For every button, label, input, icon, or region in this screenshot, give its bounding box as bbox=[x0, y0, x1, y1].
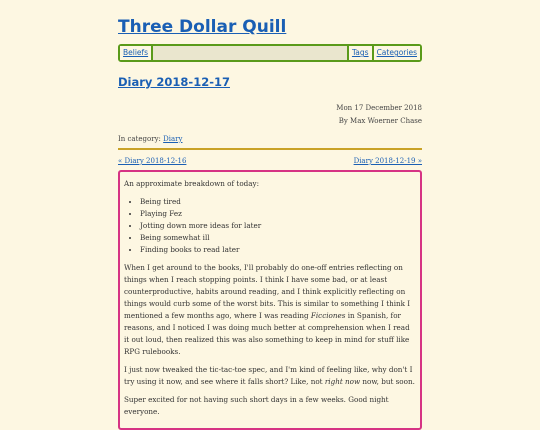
text-span: now, but soon. bbox=[360, 377, 415, 386]
post-title-link[interactable]: Diary 2018-12-17 bbox=[118, 75, 230, 89]
nav-categories-link[interactable]: Categories bbox=[374, 46, 420, 60]
category-prefix: In category: bbox=[118, 135, 164, 143]
post-content bbox=[118, 170, 422, 430]
nav-bar bbox=[118, 44, 422, 62]
nav-separator bbox=[151, 46, 153, 60]
post-author: By Max Woerner Chase bbox=[338, 117, 422, 125]
book-title: Ficciones bbox=[310, 311, 346, 320]
list-item: • Being somewhat ill bbox=[140, 232, 416, 244]
intro-paragraph: An approximate breakdown of today: bbox=[124, 179, 260, 188]
post-category bbox=[118, 133, 422, 145]
list-item: • Being tired bbox=[140, 196, 416, 208]
list-item: • Jotting down more ideas for later bbox=[140, 220, 416, 232]
post-pager bbox=[118, 156, 422, 166]
list-item: • Playing Fez bbox=[140, 208, 416, 220]
text-span: I just now tweaked the tic-tac-toe spec, and I'm kind of feeling like, why don't I try using it now, and see where it falls short? Like, not bbox=[124, 365, 413, 386]
page-container bbox=[118, 14, 422, 430]
list-item: • Finding books to read later bbox=[140, 244, 416, 256]
divider bbox=[118, 148, 422, 150]
spec-paragraph bbox=[124, 364, 416, 388]
emphasis: right now bbox=[324, 377, 361, 386]
category-link[interactable]: Diary bbox=[163, 135, 183, 143]
post-meta bbox=[118, 102, 422, 128]
nav-tags-link[interactable]: Tags bbox=[349, 46, 372, 60]
post-date: Mon 17 December 2018 bbox=[336, 104, 422, 112]
books-paragraph bbox=[124, 262, 416, 358]
text-span: When I get around to the books, I'll probably do one-off entries reflecting on things when I reach stopping points. I think I have some bad, or at least counterproductive, habits around reading, and I think explicitly reflecting on things would curb some of the worst bits. This is similar to something I think I mentioned a few months ago, where I was reading bbox=[124, 263, 411, 320]
next-post-link[interactable]: Diary 2018-12-19 » bbox=[353, 157, 422, 165]
breakdown-list bbox=[124, 196, 416, 256]
closing-paragraph: Super excited for not having such short days in a few weeks. Good night everyone. bbox=[124, 395, 389, 416]
nav-beliefs-link[interactable]: Beliefs bbox=[120, 46, 151, 60]
site-title-link[interactable]: Three Dollar Quill bbox=[118, 17, 287, 37]
prev-post-link[interactable]: « Diary 2018-12-16 bbox=[118, 157, 187, 165]
text-span: in Spanish, for reasons, and I noticed I was doing much better at comprehension when I read it out loud, then realized this was also something to keep in mind for stuff like RPG rulebooks. bbox=[124, 311, 410, 356]
